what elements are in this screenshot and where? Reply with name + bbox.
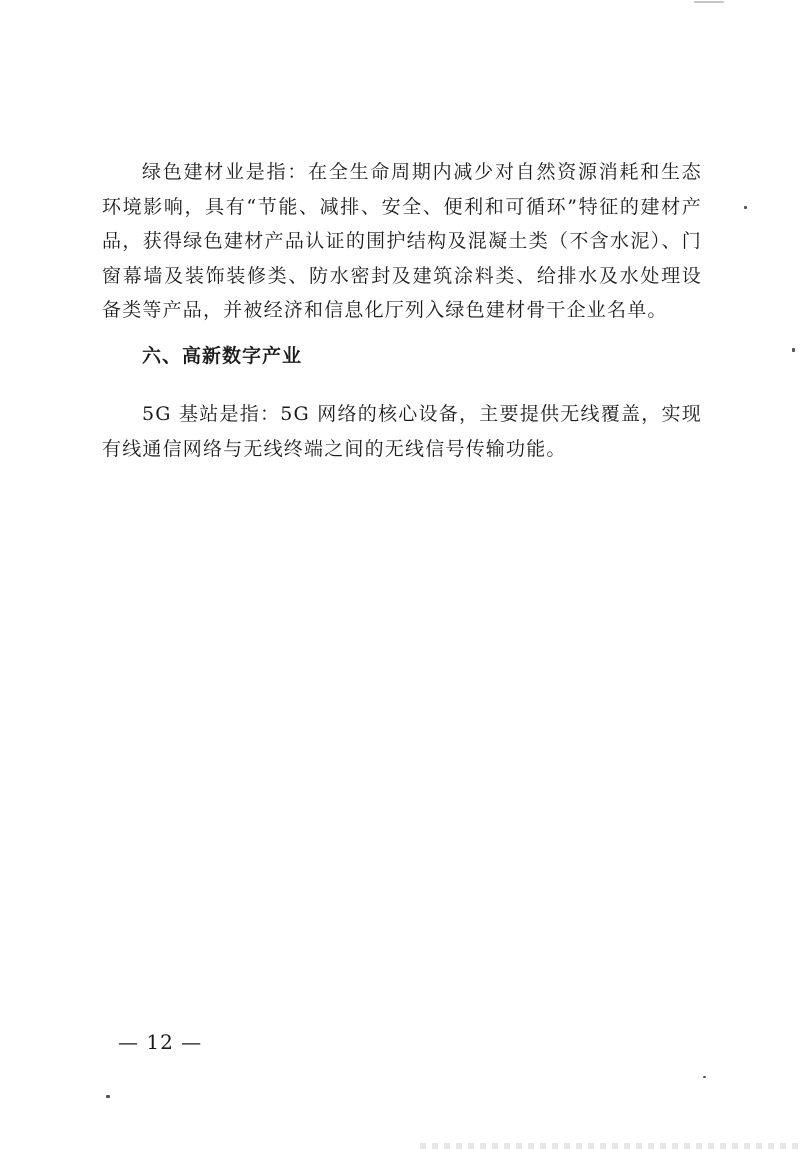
scan-speck [744,206,747,209]
scan-speck [106,1095,110,1098]
scan-edge-artifact [420,1143,800,1149]
section-heading-high-tech-digital-industry: 六、高新数字产业 [142,345,303,367]
scan-speck [694,1,724,3]
scan-speck [703,1076,706,1078]
page-number: — 12 — [118,1030,203,1054]
paragraph-green-building-materials: 绿色建材业是指：在全生命周期内减少对自然资源消耗和生态环境影响，具有“节能、减排、安全、便利和可循环”特征的建材产品，获得绿色建材产品认证的围护结构及混凝土类（不含水泥）、门窗幕墙及装饰装修类、防水密封及建筑涂料类、给排水及水处理设备类等产品，并被经济和信息化厅列入绿色建材骨干企业名单。 [102,161,702,321]
scan-speck [792,348,795,352]
paragraph-5g-base-station: 5G 基站是指：5G 网络的核心设备，主要提供无线覆盖，实现有线通信网络与无线终端之间的无线信号传输功能。 [102,403,702,460]
